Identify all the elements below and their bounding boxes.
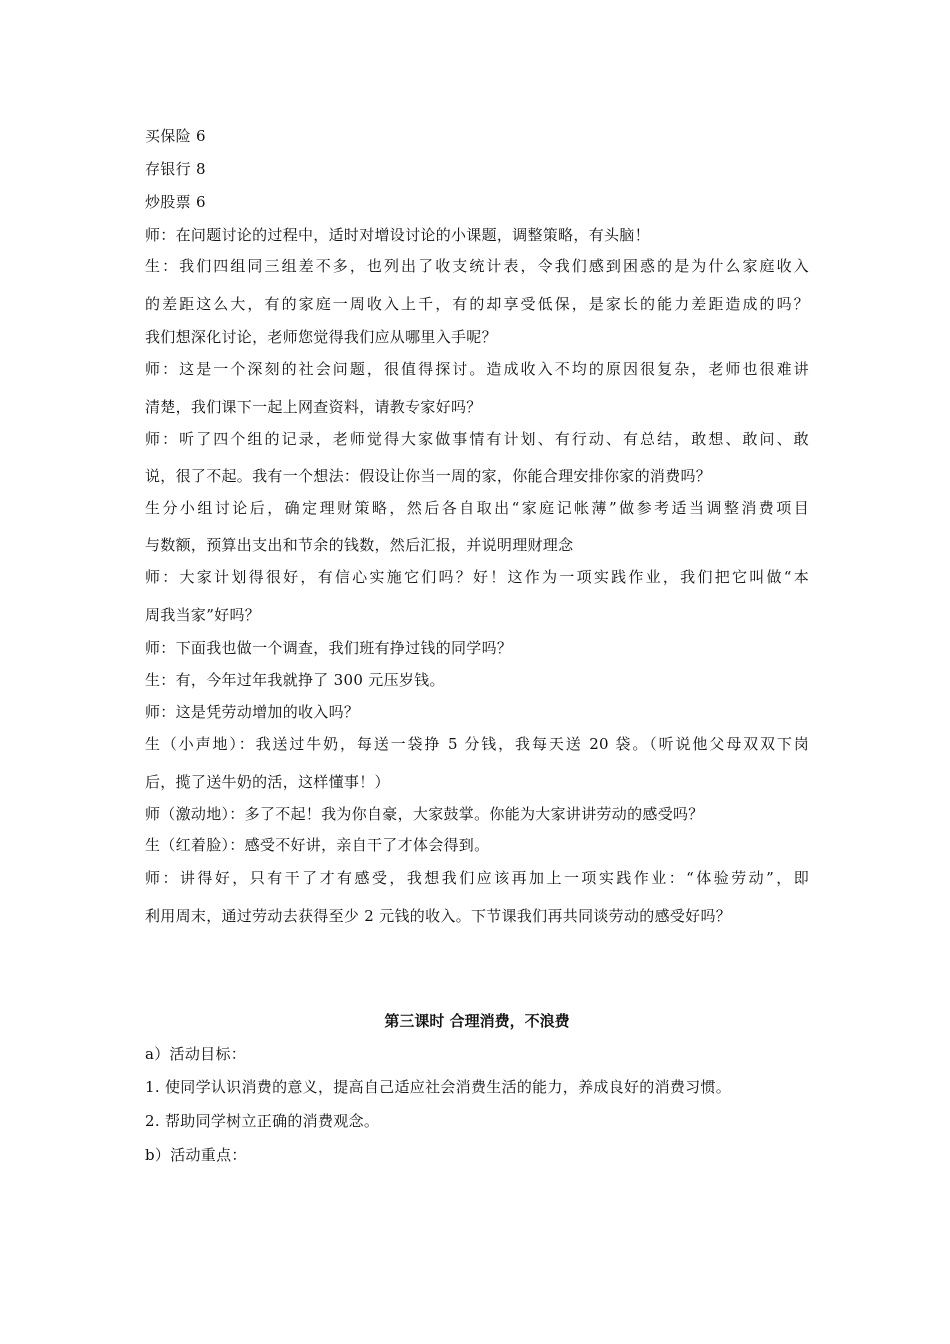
section-heading: 第三课时 合理消费，不浪费 [384,1012,570,1030]
text-line: 买保险 6 [145,127,206,145]
text-line: 师：这是凭劳动增加的收入吗？ [145,703,360,721]
section-spacer [145,936,809,1009]
text-line: 师：这是一个深刻的社会问题，很值得探讨。造成收入不均的原因很复杂，老师也很难讲 [145,360,809,378]
text-line: 周我当家”好吗？ [145,606,261,624]
text-line: 炒股票 6 [145,193,206,211]
text-line: 1. 使同学认识消费的意义，提高自己适应社会消费生活的能力，养成良好的消费习惯。 [145,1078,732,1096]
text-line: 师：讲得好，只有干了才有感受，我想我们应该再加上一项实践作业：“体验劳动”，即 [145,869,809,887]
text-line: 生：有，今年过年我就挣了 300 元压岁钱。 [145,671,445,689]
text-line: 师：下面我也做一个调查，我们班有挣过钱的同学吗？ [145,639,513,657]
text-line: 师：听了四个组的记录，老师觉得大家做事情有计划、有行动、有总结，敢想、敢问、敢 [145,430,809,448]
text-line: 后，揽了送牛奶的活，这样懂事！） [145,773,390,791]
text-line: 利用周末，通过劳动去获得至少 2 元钱的收入。下节课我们再共同谈劳动的感受好吗？ [145,907,732,925]
text-line: 生分小组讨论后，确定理财策略，然后各自取出“家庭记帐薄”做参考适当调整消费项目 [145,499,809,517]
text-line: 存银行 8 [145,160,206,178]
text-line: 与数额，预算出支出和节余的钱数，然后汇报，并说明理财理念 [145,536,574,554]
text-line: 生：我们四组同三组差不多，也列出了收支统计表，令我们感到困惑的是为什么家庭收入 [145,257,809,275]
text-line: 2. 帮助同学树立正确的消费观念。 [145,1112,380,1130]
text-line: 我们想深化讨论，老师您觉得我们应从哪里入手呢？ [145,328,497,346]
text-line: 生（小声地）：我送过牛奶，每送一袋挣 5 分钱，我每天送 20 袋。（听说他父母双双下岗 [145,735,809,753]
text-line: a）活动目标： [145,1045,247,1063]
text-line: 师：大家计划得很好，有信心实施它们吗？好！这作为一项实践作业，我们把它叫做“本 [145,568,809,586]
text-line: b）活动重点： [145,1146,247,1164]
text-line: 的差距这么大，有的家庭一周收入上千，有的却享受低保，是家长的能力差距造成的吗？ [145,295,809,313]
text-line: 生（红着脸）：感受不好讲，亲自干了才体会得到。 [145,836,490,854]
text-line: 清楚，我们课下一起上网查资料，请教专家好吗？ [145,398,482,416]
text-line: 说，很了不起。我有一个想法：假设让你当一周的家，你能合理安排你家的消费吗？ [145,467,712,485]
document-body [145,124,809,1175]
text-line: 师（激动地）：多了不起！我为你自豪，大家鼓掌。你能为大家讲讲劳动的感受吗？ [145,805,704,823]
text-line: 师：在问题讨论的过程中，适时对增设讨论的小课题，调整策略，有头脑！ [145,226,650,244]
